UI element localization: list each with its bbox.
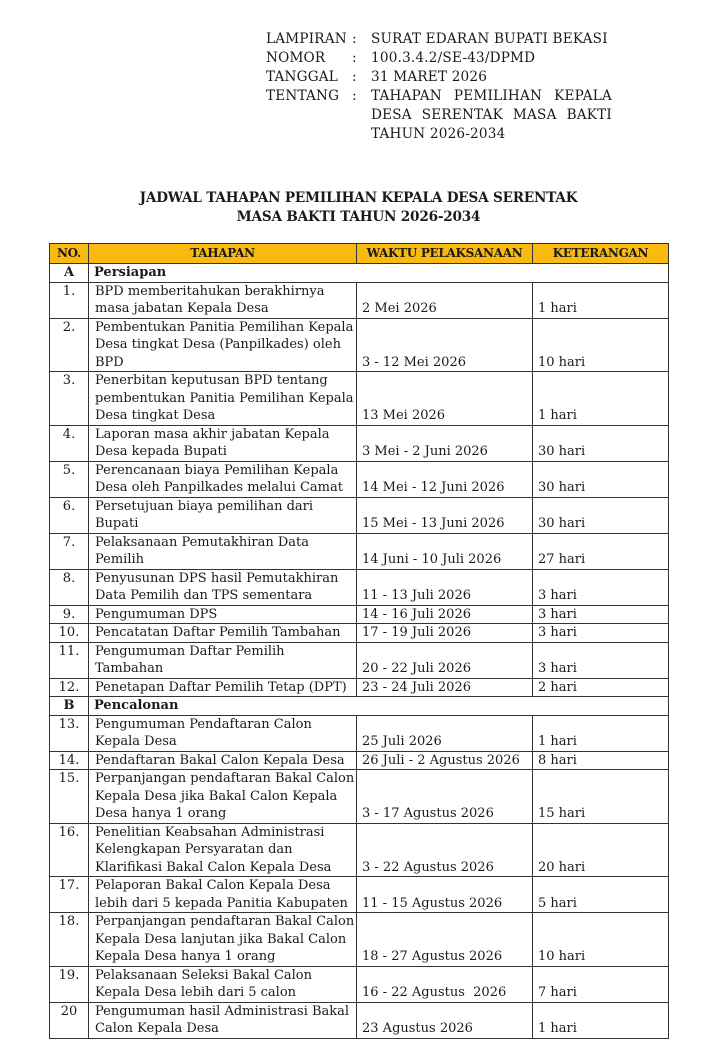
tahapan-line: Persetujuan biaya pemilihan dari (95, 498, 314, 514)
attachment-header (266, 30, 612, 144)
table-row (50, 751, 669, 770)
row-number: 14. (50, 751, 89, 770)
tahapan-line: Penelitian Keabsahan Administrasi (95, 824, 325, 840)
row-keterangan: 3 hari (533, 605, 669, 624)
tahapan-line: Pemilih (95, 552, 145, 567)
row-waktu: 26 Juli - 2 Agustus 2026 (357, 751, 533, 770)
row-number: 7. (50, 533, 89, 569)
row-number: 15. (50, 770, 89, 824)
row-number: 6. (50, 497, 89, 533)
row-number: 4. (50, 425, 89, 461)
row-number: 1. (50, 282, 89, 318)
table-row (50, 913, 669, 967)
header-separator: : (352, 50, 357, 66)
row-number: 13. (50, 715, 89, 751)
row-number: 17. (50, 877, 89, 913)
tahapan-line: Perencanaan biaya Pemilihan Kepala (95, 462, 339, 478)
header-label: TENTANG (266, 88, 340, 104)
tahapan-line: Laporan masa akhir jabatan Kepala (95, 426, 330, 442)
row-waktu: 2 Mei 2026 (357, 282, 533, 318)
tahapan-line: Kepala Desa lanjutan jika Bakal Calon (95, 931, 347, 947)
table-row (50, 1002, 669, 1038)
section-row (50, 264, 669, 283)
row-waktu: 25 Juli 2026 (357, 715, 533, 751)
row-number: 12. (50, 678, 89, 697)
row-tahapan (89, 569, 357, 605)
row-keterangan: 1 hari (533, 282, 669, 318)
row-tahapan (89, 1002, 357, 1038)
header-row-lampiran (266, 30, 612, 49)
header-value (371, 49, 612, 68)
tahapan-line: Data Pemilih dan TPS sementara (95, 588, 313, 603)
document-title (0, 189, 717, 227)
row-tahapan (89, 642, 357, 678)
table-row (50, 642, 669, 678)
row-number: 5. (50, 461, 89, 497)
row-keterangan: 1 hari (533, 372, 669, 426)
row-tahapan (89, 425, 357, 461)
tahapan-line: Pengumuman Pendaftaran Calon (95, 716, 312, 732)
row-number: 20 (50, 1002, 89, 1038)
tahapan-line: Desa tingkat Desa (Panpilkades) oleh (95, 337, 341, 352)
section-code: B (50, 697, 89, 716)
header-label: NOMOR (266, 50, 326, 66)
row-keterangan: 3 hari (533, 569, 669, 605)
tahapan-line: Pelaporan Bakal Calon Kepala Desa (95, 878, 331, 893)
row-waktu: 3 - 17 Agustus 2026 (357, 770, 533, 824)
row-keterangan: 20 hari (533, 823, 669, 877)
section-code: A (50, 264, 89, 283)
row-waktu: 17 - 19 Juli 2026 (357, 624, 533, 643)
row-tahapan (89, 966, 357, 1002)
header-value-line: DESA SERENTAK MASA BAKTI (371, 107, 612, 123)
section-row (50, 697, 669, 716)
column-header-tahapan: TAHAPAN (89, 244, 357, 264)
tahapan-line: BPD (95, 354, 124, 370)
header-value-line: 31 MARET 2026 (371, 69, 488, 85)
row-waktu: 16 - 22 Agustus 2026 (357, 966, 533, 1002)
tahapan-line: Kepala Desa jika Bakal Calon Kepala (95, 788, 338, 804)
tahapan-line: Pengumuman hasil Administrasi Bakal (95, 1003, 350, 1019)
tahapan-line: Pengumuman Daftar Pemilih (95, 643, 285, 659)
table-row (50, 569, 669, 605)
table-row (50, 770, 669, 824)
table-body (50, 264, 669, 1039)
tahapan-line: Perpanjangan pendaftaran Bakal Calon (95, 914, 355, 929)
tahapan-line: BPD memberitahukan berakhirnya (95, 283, 325, 299)
row-waktu: 14 Mei - 12 Juni 2026 (357, 461, 533, 497)
table-row (50, 318, 669, 372)
row-keterangan: 3 hari (533, 642, 669, 678)
row-tahapan (89, 913, 357, 967)
table-row (50, 678, 669, 697)
row-tahapan (89, 877, 357, 913)
header-row-tanggal (266, 68, 612, 87)
header-value (371, 30, 612, 49)
row-tahapan (89, 624, 357, 643)
row-keterangan: 8 hari (533, 751, 669, 770)
row-keterangan: 30 hari (533, 497, 669, 533)
tahapan-line: Penyusunan DPS hasil Pemutakhiran (95, 570, 339, 586)
tahapan-line: Kelengkapan Persyaratan dan (95, 842, 293, 857)
title-line-2: MASA BAKTI TAHUN 2026-2034 (236, 209, 481, 225)
row-number: 18. (50, 913, 89, 967)
column-header-waktu: WAKTU PELAKSANAAN (357, 244, 533, 264)
row-tahapan (89, 715, 357, 751)
tahapan-line: lebih dari 5 kepada Panitia Kabupaten (95, 895, 348, 911)
row-waktu: 3 Mei - 2 Juni 2026 (357, 425, 533, 461)
row-tahapan (89, 605, 357, 624)
row-number: 3. (50, 372, 89, 426)
row-keterangan: 10 hari (533, 913, 669, 967)
tahapan-line: Desa oleh Panpilkades melalui Camat (95, 480, 343, 495)
header-value-line: SURAT EDARAN BUPATI BEKASI (371, 31, 608, 47)
row-keterangan: 30 hari (533, 461, 669, 497)
column-header-no: NO. (50, 244, 89, 264)
title-line-1: JADWAL TAHAPAN PEMILIHAN KEPALA DESA SERENTAK (139, 190, 578, 206)
row-keterangan: 15 hari (533, 770, 669, 824)
tahapan-line: Kepala Desa lebih dari 5 calon (95, 985, 297, 1000)
row-tahapan (89, 282, 357, 318)
row-waktu: 13 Mei 2026 (357, 372, 533, 426)
tahapan-line: Tambahan (95, 661, 164, 676)
header-separator: : (352, 31, 357, 47)
column-header-keterangan: KETERANGAN (533, 244, 669, 264)
table-row (50, 715, 669, 751)
table-row (50, 823, 669, 877)
header-value-line: TAHUN 2026-2034 (371, 126, 506, 142)
row-waktu: 11 - 13 Juli 2026 (357, 569, 533, 605)
tahapan-line: Pencatatan Daftar Pemilih Tambahan (95, 625, 341, 640)
tahapan-line: Klarifikasi Bakal Calon Kepala Desa (95, 859, 332, 875)
tahapan-line: Pembentukan Panitia Pemilihan Kepala (95, 319, 354, 335)
row-keterangan: 1 hari (533, 715, 669, 751)
table-row (50, 282, 669, 318)
row-tahapan (89, 318, 357, 372)
row-waktu: 3 - 12 Mei 2026 (357, 318, 533, 372)
table-row (50, 497, 669, 533)
header-row-nomor (266, 49, 612, 68)
row-keterangan: 30 hari (533, 425, 669, 461)
header-value (371, 68, 612, 87)
row-waktu: 18 - 27 Agustus 2026 (357, 913, 533, 967)
table-row (50, 624, 669, 643)
row-tahapan (89, 533, 357, 569)
tahapan-line: Pelaksanaan Seleksi Bakal Calon (95, 967, 313, 983)
tahapan-line: masa jabatan Kepala Desa (95, 301, 269, 316)
tahapan-line: pembentukan Panitia Pemilihan Kepala (95, 390, 354, 406)
table-row (50, 533, 669, 569)
tahapan-line: Pelaksanaan Pemutakhiran Data (95, 534, 309, 550)
table-row (50, 966, 669, 1002)
row-number: 8. (50, 569, 89, 605)
row-keterangan: 3 hari (533, 624, 669, 643)
row-tahapan (89, 823, 357, 877)
header-label: LAMPIRAN (266, 31, 347, 47)
tahapan-line: Kepala Desa hanya 1 orang (95, 949, 276, 964)
row-tahapan (89, 678, 357, 697)
section-name: Persiapan (89, 264, 669, 283)
row-keterangan: 27 hari (533, 533, 669, 569)
tahapan-line: Penetapan Daftar Pemilih Tetap (DPT) (95, 679, 347, 695)
tahapan-line: Pengumuman DPS (95, 606, 218, 622)
table-row (50, 605, 669, 624)
header-value-line: 100.3.4.2/SE-43/DPMD (371, 50, 536, 66)
tahapan-line: Desa tingkat Desa (95, 408, 216, 423)
table-header-row (50, 244, 669, 264)
tahapan-line: Desa hanya 1 orang (95, 806, 227, 821)
row-waktu: 15 Mei - 13 Juni 2026 (357, 497, 533, 533)
tahapan-line: Calon Kepala Desa (95, 1021, 219, 1036)
table-row (50, 461, 669, 497)
schedule-table (49, 243, 669, 1039)
row-keterangan: 10 hari (533, 318, 669, 372)
row-number: 16. (50, 823, 89, 877)
row-keterangan: 1 hari (533, 1002, 669, 1038)
row-tahapan (89, 372, 357, 426)
row-tahapan (89, 497, 357, 533)
row-tahapan (89, 770, 357, 824)
row-number: 19. (50, 966, 89, 1002)
header-label: TANGGAL (266, 69, 338, 85)
row-waktu: 14 - 16 Juli 2026 (357, 605, 533, 624)
tahapan-line: Pendaftaran Bakal Calon Kepala Desa (95, 752, 345, 768)
row-waktu: 20 - 22 Juli 2026 (357, 642, 533, 678)
row-tahapan (89, 751, 357, 770)
row-number: 9. (50, 605, 89, 624)
header-value-line: TAHAPAN PEMILIHAN KEPALA (371, 88, 612, 104)
table-row (50, 425, 669, 461)
section-name: Pencalonan (89, 697, 669, 716)
header-separator: : (352, 88, 357, 104)
header-row-tentang (266, 87, 612, 144)
tahapan-line: Bupati (95, 516, 139, 531)
table-row (50, 877, 669, 913)
header-value (371, 87, 612, 144)
row-number: 11. (50, 642, 89, 678)
row-number: 2. (50, 318, 89, 372)
row-waktu: 11 - 15 Agustus 2026 (357, 877, 533, 913)
row-keterangan: 5 hari (533, 877, 669, 913)
header-separator: : (352, 69, 357, 85)
row-tahapan (89, 461, 357, 497)
row-waktu: 14 Juni - 10 Juli 2026 (357, 533, 533, 569)
row-waktu: 3 - 22 Agustus 2026 (357, 823, 533, 877)
row-keterangan: 2 hari (533, 678, 669, 697)
tahapan-line: Desa kepada Bupati (95, 444, 227, 459)
table-row (50, 372, 669, 426)
row-waktu: 23 Agustus 2026 (357, 1002, 533, 1038)
row-waktu: 23 - 24 Juli 2026 (357, 678, 533, 697)
tahapan-line: Penerbitan keputusan BPD tentang (95, 373, 328, 388)
row-number: 10. (50, 624, 89, 643)
tahapan-line: Kepala Desa (95, 734, 177, 749)
row-keterangan: 7 hari (533, 966, 669, 1002)
tahapan-line: Perpanjangan pendaftaran Bakal Calon (95, 771, 355, 786)
